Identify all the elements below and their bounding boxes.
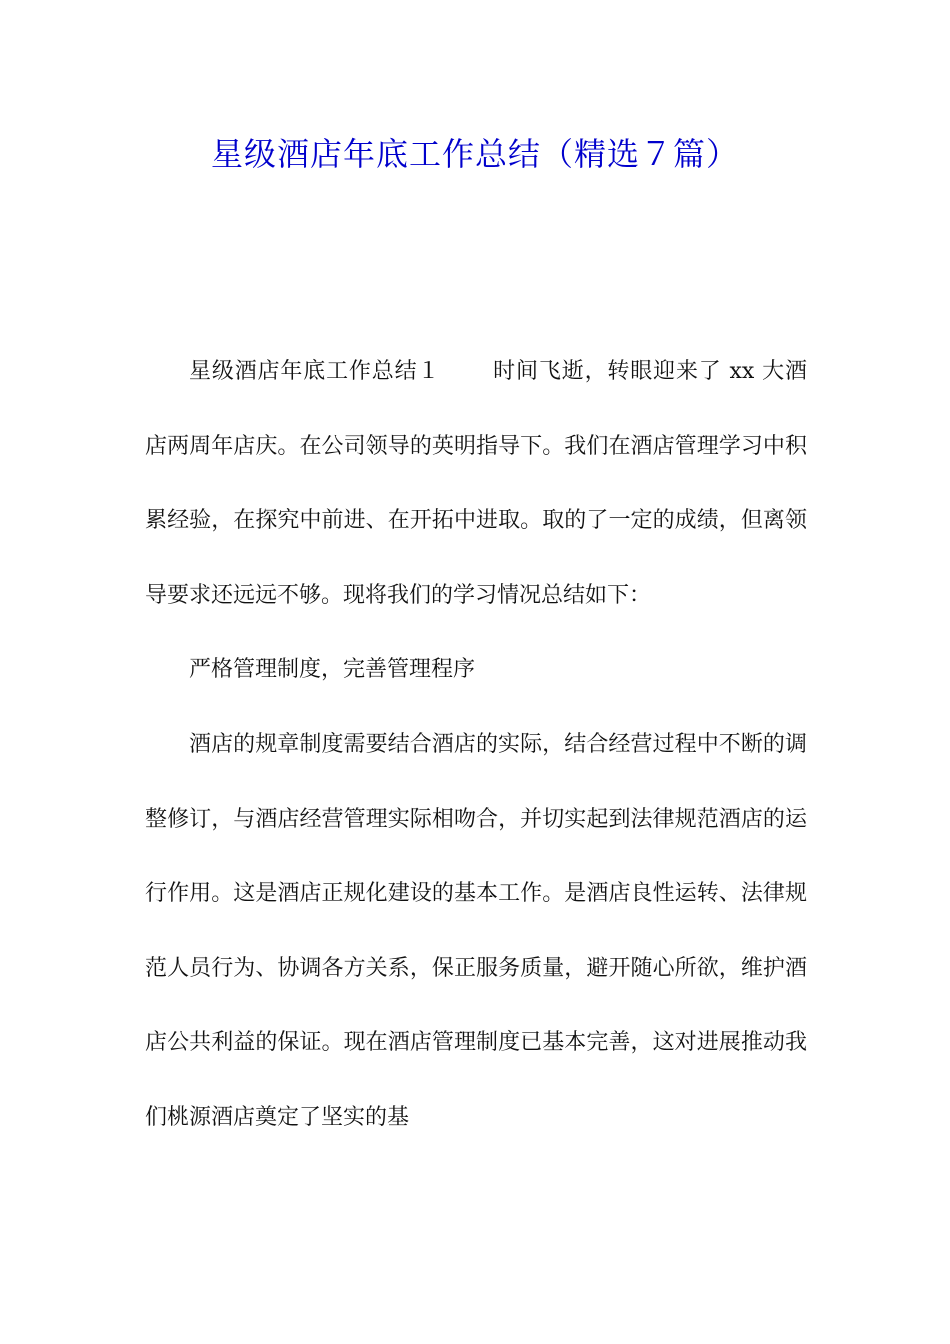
paragraph-2-heading: 严格管理制度，完善管理程序 (189, 657, 476, 683)
paragraph-1-lead: 星级酒店年底工作总结１ (189, 359, 441, 384)
document-title: 星级酒店年底工作总结（精选７篇） (210, 135, 739, 173)
paragraph-3: 酒店的规章制度需要结合酒店的实际，结合经营过程中不断的调整修订，与酒店经营管理实际相吻合，并切实起到法律规范酒店的运行作用。这是酒店正规化建设的基本工作。是酒店良性运转、法律规范人员行为、协调各方关系，保正服务质量，避开随心所欲，维护酒店公共利益的保证。现在酒店管理制度已基本完善，这对进展推动我们桃源酒店奠定了坚实的基 (145, 731, 807, 1130)
paragraph-1-text: 时间飞逝，转眼迎来了 xx 大酒店两周年店庆。在公司领导的英明指导下。我们在酒店管理学习中积累经验，在探究中前进、在开拓中进取。取的了一定的成绩，但离领导要求还远远不够。现将我们的学习情况总结如下： (145, 359, 807, 608)
paragraph-1 (145, 335, 807, 633)
document-body (145, 335, 807, 1156)
